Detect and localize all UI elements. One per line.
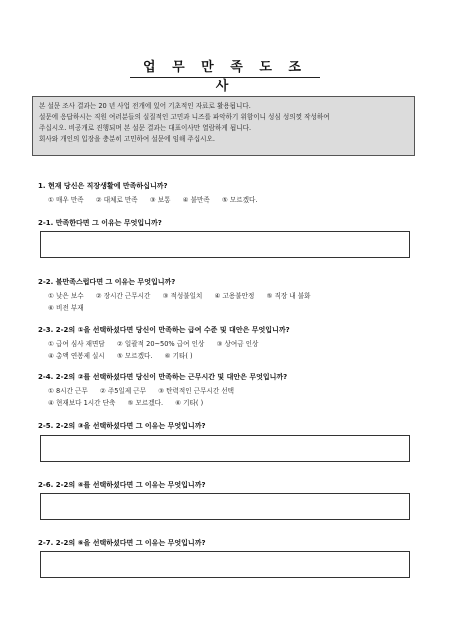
intro-line: 주십시오. 비공개로 진행되며 본 설문 결과는 대표이사만 열람하게 됩니다. xyxy=(39,124,252,132)
page-title: 업 무 만 족 도 조 사 xyxy=(130,56,320,97)
option[interactable]: ② 대체로 만족 xyxy=(95,196,138,204)
option[interactable]: ⑤ 직장 내 불화 xyxy=(266,292,311,300)
question-2-2-options-row2 xyxy=(48,302,94,312)
intro-line: 본 설문 조사 결과는 20 년 사업 전개에 있어 기초적인 자료로 활용됩니다. xyxy=(39,102,251,110)
title-underline xyxy=(130,77,320,78)
intro-line: 회사와 개인의 입장을 충분히 고민하여 설문에 임해 주십시오. xyxy=(39,135,216,143)
option[interactable]: ① 매우 만족 xyxy=(48,196,84,204)
option[interactable]: ⑥ 비전 부재 xyxy=(48,304,84,312)
option[interactable]: ⑥ 기타( ) xyxy=(175,399,204,407)
option[interactable]: ⑤ 모르겠다. xyxy=(116,352,153,360)
option[interactable]: ① 8시간 근무 xyxy=(48,387,88,395)
question-1: 1. 현재 당신은 직장생활에 만족하십니까? xyxy=(38,182,168,190)
answer-box-2-7[interactable] xyxy=(40,551,410,578)
question-2-5: 2-5. 2-2의 ③을 선택하셨다면 그 이유는 무엇입니까? xyxy=(38,422,206,430)
option[interactable]: ③ 보통 xyxy=(149,196,171,204)
option[interactable]: ④ 현재보다 1시간 단축 xyxy=(48,399,116,407)
option[interactable]: ④ 고용불안정 xyxy=(214,292,255,300)
question-1-options xyxy=(48,194,267,204)
intro-line: 설문에 응답하시는 직원 여러분들의 실질적인 고민과 니즈를 파악하기 위함이니 성심 성의껏 작성하여 xyxy=(39,113,330,121)
answer-box-2-5[interactable] xyxy=(40,435,410,462)
question-2-3-options-row2 xyxy=(48,350,203,360)
option[interactable]: ④ 불만족 xyxy=(182,196,210,204)
option[interactable]: ③ 적성불일치 xyxy=(162,292,203,300)
option[interactable]: ③ 탄력적인 근무시간 선택 xyxy=(158,387,235,395)
option[interactable]: ① 급여 심사 재면담 xyxy=(48,340,105,348)
answer-box-2-6[interactable] xyxy=(40,493,410,520)
option[interactable]: ⑤ 모르겠다. xyxy=(221,196,258,204)
option[interactable]: ② 일괄적 20~50% 급여 인상 xyxy=(116,340,205,348)
question-2-1: 2-1. 만족한다면 그 이유는 무엇입니까? xyxy=(38,219,162,227)
answer-box-2-1[interactable] xyxy=(40,231,410,258)
question-2-4-options-row2 xyxy=(48,397,213,407)
intro-box xyxy=(32,96,415,156)
option[interactable]: ② 주5일제 근무 xyxy=(99,387,147,395)
option[interactable]: ③ 상여금 인상 xyxy=(216,340,259,348)
question-2-3-options-row1 xyxy=(48,338,268,348)
question-2-7: 2-7. 2-2의 ⑥을 선택하셨다면 그 이유는 무엇입니까? xyxy=(38,539,206,547)
question-2-4: 2-4. 2-2의 ②를 선택하셨다면 당신이 만족하는 근무시간 및 대안은 무엇입니까? xyxy=(38,373,288,381)
option[interactable]: ⑤ 모르겠다. xyxy=(127,399,164,407)
question-2-2: 2-2. 불만족스럽다면 그 이유는 무엇입니까? xyxy=(38,278,176,286)
question-2-3: 2-3. 2-2의 ①을 선택하셨다면 당신이 만족하는 급여 수준 및 대안은 무엇입니까? xyxy=(38,326,290,334)
option[interactable]: ① 낮은 보수 xyxy=(48,292,84,300)
question-2-2-options-row1 xyxy=(48,290,321,300)
option[interactable]: ⑥ 기타( ) xyxy=(164,352,193,360)
option[interactable]: ② 장시간 근무시간 xyxy=(95,292,151,300)
option[interactable]: ④ 총액 연봉제 실시 xyxy=(48,352,105,360)
question-2-4-options-row1 xyxy=(48,385,244,395)
question-2-6: 2-6. 2-2의 ④를 선택하셨다면 그 이유는 무엇입니까? xyxy=(38,481,206,489)
